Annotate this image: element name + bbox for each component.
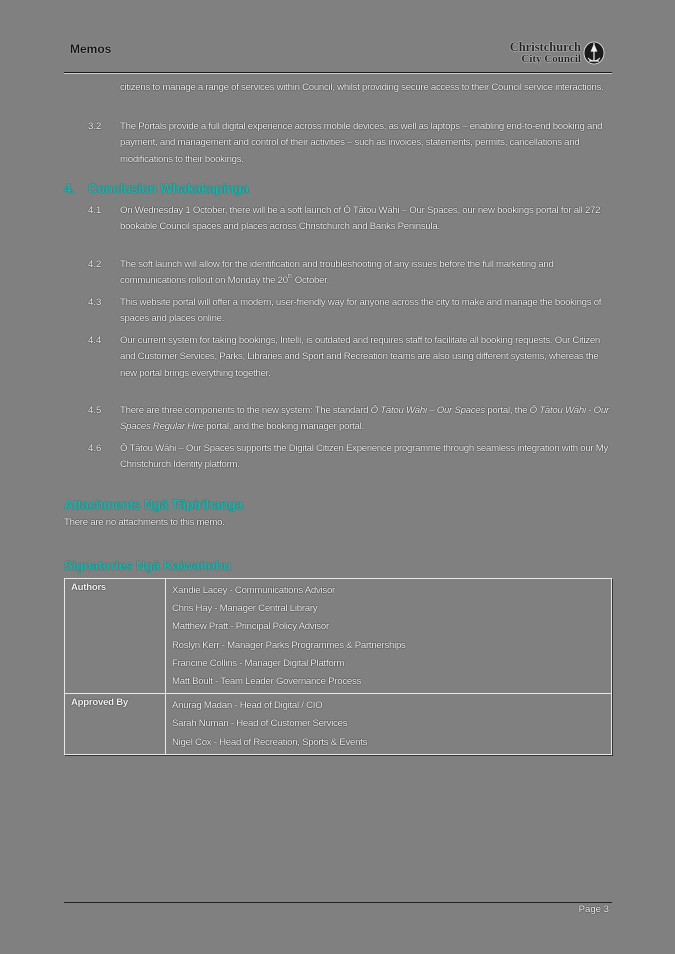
section-heading-conclusion [64, 181, 249, 196]
approved-by-label: Approved By [65, 694, 166, 755]
item-text-part: portal, the [484, 405, 530, 416]
section-title: Conclusion Whakakapinga [88, 181, 249, 196]
item-text-part: There are three components to the new system: The standard [120, 405, 371, 416]
item-number: 3.2 [88, 121, 102, 132]
item-text: On Wednesday 1 October, there will be a soft launch of Ō Tātou Wāhi – Our Spaces, our new bookings portal for all 272 bookable Council spaces and places across Christchurch and Banks Peninsula. [120, 205, 601, 233]
signatories-heading: Signatories Ngā Kaiwaitohu [64, 558, 231, 573]
author-entry: Matt Boult - Team Leader Governance Process [172, 675, 362, 687]
attachments-text: There are no attachments to this memo. [64, 517, 225, 528]
item-text [120, 403, 612, 436]
council-cathedral-logo-icon [583, 41, 605, 65]
item-number: 4.1 [88, 205, 102, 216]
author-entry: Chris Hay - Manager Central Library [172, 603, 318, 615]
approvers-list [166, 694, 612, 755]
author-entry: Xandie Lacey - Communications Advisor [172, 585, 335, 596]
council-logo [497, 40, 605, 70]
item-text [120, 257, 612, 290]
page-number: Page 3 [578, 904, 609, 915]
author-entry: Francine Collins - Manager Digital Platform [172, 657, 345, 669]
item-number: 4.5 [88, 405, 102, 416]
attachments-heading: Attachments Ngā Tāpirihanga [64, 497, 243, 512]
approver-entry: Sarah Numan - Head of Customer Services [172, 718, 348, 730]
authors-row [65, 579, 612, 694]
portal-name: Ō Tātou Wāhi – Our Spaces [370, 405, 485, 416]
header-divider [64, 72, 612, 73]
item-text: The Portals provide a full digital experience across mobile devices, as well as laptops – enabling end-to-end booking and payment, and management and control of their activities – such as invoices, statements, permits, cancellations and modifications to their bookings. [120, 121, 603, 165]
approver-entry: Anurag Madan - Head of Digital / CIO [172, 700, 323, 712]
approved-by-row [65, 694, 612, 755]
header-title: Memos [70, 42, 112, 56]
item-number: 4.2 [88, 259, 102, 270]
item-text-part: portal, and the booking manager portal. [203, 421, 364, 433]
footer-divider [64, 902, 612, 903]
authors-label: Authors [65, 579, 166, 694]
approver-entry: Nigel Cox - Head of Recreation, Sports & Events [172, 736, 368, 748]
section3-continued-text: citizens to manage a range of services within Council, whilst providing secure access to their Council service interactions. [120, 82, 604, 93]
item-number: 4.6 [88, 443, 102, 454]
logo-line2: City Council [521, 53, 581, 65]
item-text-part: October. [292, 275, 330, 287]
item-text: This website portal will offer a modern, user-friendly way for anyone across the city to make and manage the bookings of spaces and places online. [120, 297, 602, 325]
authors-list [166, 579, 612, 694]
section-number: 4. [64, 181, 75, 196]
item-text: Ō Tātou Wāhi – Our Spaces supports the Digital Citizen Experience programme through seamless integration with our My Christchurch Identity platform. [120, 443, 609, 471]
item-text: Our current system for taking bookings, Intellí, is outdated and requires staff to facilitate all booking requests. Our Citizen and Customer Services, Parks, Libraries and Sport and Recreation teams are also using different systems, whereas the new portal brings everything together. [120, 335, 600, 379]
logo-line1: Christchurch [509, 40, 581, 54]
item-text-part: The soft launch will allow for the identification and troubleshooting of any issues before the full marketing and communications rollout on Monday the 20 [120, 259, 554, 287]
item-number: 4.3 [88, 297, 102, 308]
author-entry: Roslyn Kerr - Manager Parks Programmes & Partnerships [172, 639, 406, 651]
author-entry: Matthew Pratt - Principal Policy Advisor [172, 621, 329, 633]
ordinal-suffix: th [287, 274, 293, 281]
signatories-table [64, 578, 612, 755]
portal-name: Ō Tātou Wāhi - Our Spaces Regular Hire [120, 405, 609, 433]
item-number: 4.4 [88, 335, 102, 346]
